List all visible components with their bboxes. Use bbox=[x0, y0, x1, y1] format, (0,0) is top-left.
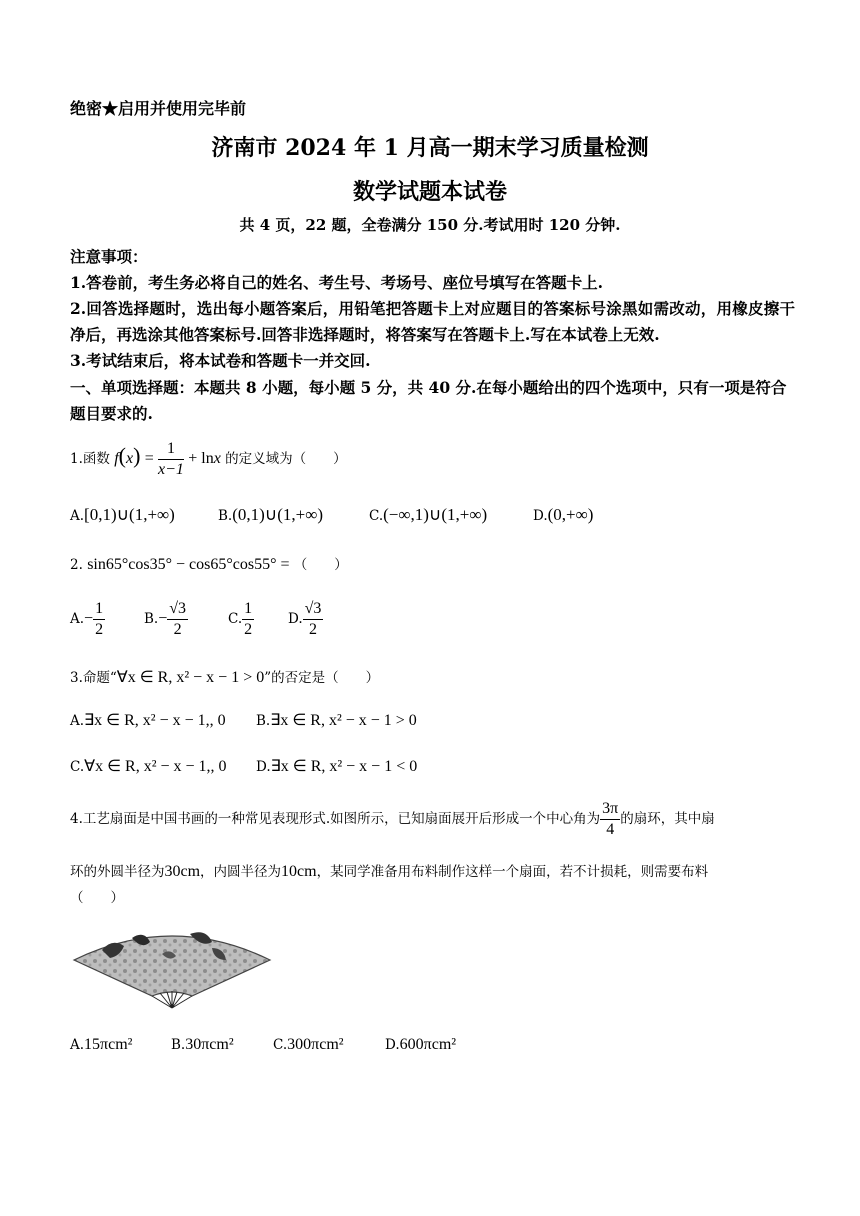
q2-option-d-num: √3 bbox=[303, 600, 324, 620]
q4-text-c: 环的外圆半径为 bbox=[70, 864, 165, 880]
q4-option-b bbox=[171, 1036, 234, 1054]
q3-option-a-label: A. bbox=[70, 713, 85, 729]
question-4-line1 bbox=[70, 800, 715, 839]
q2-options bbox=[70, 596, 370, 646]
notes-block bbox=[70, 244, 795, 374]
q2-option-c bbox=[228, 600, 254, 639]
q2-option-d-den: 2 bbox=[309, 621, 318, 638]
q3-option-d bbox=[256, 756, 417, 776]
exam-title: 济南市 2024 年 1 月高一期末学习质量检测 bbox=[211, 135, 649, 161]
notes-heading: 注意事项： bbox=[70, 247, 148, 266]
q3-options-row2 bbox=[70, 756, 570, 780]
q1-plus: + ln bbox=[188, 450, 214, 467]
q4-inner: 10cm bbox=[281, 863, 317, 880]
q1-option-b-text: (0,1)∪(1,+∞) bbox=[232, 505, 324, 524]
q3-option-d-label: D. bbox=[256, 759, 271, 775]
q1-option-c-label: C. bbox=[369, 508, 384, 524]
q3-option-c-text: ∀x ∈ R, x² − x − 1,, 0 bbox=[84, 758, 227, 775]
q2-option-b bbox=[144, 600, 188, 639]
q4-option-b-text: 30πcm² bbox=[185, 1036, 234, 1053]
q4-text-b: 的扇环，其中扇 bbox=[620, 811, 715, 827]
q2-option-a-num: 1 bbox=[93, 600, 105, 620]
question-1: 1.函数 f(x) = $\frac{1}{x-1}$ + lnx 的定义域为（ ） bbox=[70, 440, 347, 478]
folding-fan-image bbox=[72, 918, 272, 1010]
q1-option-b-label: B. bbox=[218, 508, 233, 524]
q4-option-c bbox=[273, 1036, 344, 1054]
q4-option-d-text: 600πcm² bbox=[399, 1036, 457, 1053]
q2-option-c-label: C. bbox=[228, 611, 243, 627]
q1-den: x−1 bbox=[158, 461, 184, 478]
q1-option-b bbox=[218, 505, 323, 525]
q2-option-b-den: 2 bbox=[173, 621, 182, 638]
q4-option-a bbox=[70, 1036, 132, 1054]
q1-var2: x bbox=[213, 450, 221, 467]
q3-suffix: ”的否定是（ ） bbox=[264, 670, 380, 686]
q3-option-a-text: ∃x ∈ R, x² − x − 1,, 0 bbox=[84, 712, 226, 729]
q4-paren: （ ） bbox=[70, 890, 124, 906]
question-2 bbox=[70, 553, 348, 574]
q3-expr: ∀x ∈ R, x² − x − 1 > 0 bbox=[116, 669, 265, 686]
q4-text-e: ，某同学准备用布料制作这样一个扇面，若不计损耗，则需要布料 bbox=[316, 864, 709, 880]
secret-label: 绝密★启用并使用完毕前 bbox=[70, 99, 247, 118]
q4-option-c-text: 300πcm² bbox=[287, 1036, 344, 1053]
q4-option-a-label: A. bbox=[70, 1037, 85, 1053]
q2-option-b-num: √3 bbox=[167, 600, 188, 620]
q2-option-b-label: B. bbox=[144, 611, 159, 627]
q1-var: x bbox=[125, 450, 134, 467]
q1-options bbox=[70, 505, 810, 531]
q1-func: f bbox=[114, 450, 119, 467]
q4-text-d: ，内圆半径为 bbox=[200, 864, 282, 880]
q4-angle bbox=[600, 800, 620, 839]
q1-option-a-text: [0,1)∪(1,+∞) bbox=[84, 505, 175, 524]
q4-option-b-label: B. bbox=[171, 1037, 186, 1053]
q1-option-c bbox=[369, 505, 487, 525]
q2-option-a-den: 2 bbox=[95, 621, 104, 638]
q1-prefix: 1.函数 bbox=[70, 451, 110, 467]
q2-option-a-label: A. bbox=[70, 611, 85, 627]
q1-option-d bbox=[533, 505, 593, 525]
q2-expr: sin65°cos35° − cos65°cos55° = bbox=[87, 556, 290, 573]
q3-prefix: 3.命题“ bbox=[70, 670, 117, 686]
q4-options bbox=[70, 1036, 570, 1060]
q4-angle-num: 3π bbox=[600, 800, 620, 820]
q3-option-d-text: ∃x ∈ R, x² − x − 1 < 0 bbox=[270, 758, 418, 775]
q4-option-d-label: D. bbox=[385, 1037, 400, 1053]
q1-option-d-label: D. bbox=[533, 508, 548, 524]
q2-option-b-sign: − bbox=[158, 610, 168, 627]
q1-option-d-text: (0,+∞) bbox=[547, 505, 594, 524]
q1-eq: = bbox=[144, 450, 154, 467]
q1-fraction bbox=[158, 440, 184, 479]
q3-option-c bbox=[70, 756, 227, 776]
q1-suffix: 的定义域为（ ） bbox=[225, 451, 347, 467]
q3-option-b-label: B. bbox=[256, 713, 271, 729]
exam-info: 共 4 页，22 题，全卷满分 150 分.考试用时 120 分钟. bbox=[239, 216, 621, 234]
notes-item-3: 3.考试结束后，将本试卷和答题卡一并交回. bbox=[70, 351, 371, 370]
q3-option-b bbox=[256, 710, 417, 730]
q4-angle-den: 4 bbox=[606, 821, 615, 838]
q2-option-c-num: 1 bbox=[242, 600, 254, 620]
q2-option-c-den: 2 bbox=[244, 621, 253, 638]
q2-option-a bbox=[70, 600, 105, 639]
notes-item-2: 2.回答选择题时，选出每小题答案后，用铅笔把答题卡上对应题目的答案标号涂黑如需改动，用橡皮擦干净后，再选涂其他答案标号.回答非选择题时，将答案写在答题卡上.写在本试卷上无效. bbox=[70, 299, 795, 344]
q4-text-a: 4.工艺扇面是中国书画的一种常见表现形式.如图所示，已知扇面展开后形成一个中心角为 bbox=[70, 811, 601, 827]
q1-num: 1 bbox=[158, 440, 184, 460]
q2-option-d-label: D. bbox=[288, 611, 303, 627]
q4-outer: 30cm bbox=[164, 863, 201, 880]
q3-options-row1 bbox=[70, 710, 570, 734]
q2-option-d bbox=[288, 600, 323, 639]
q2-option-a-sign: − bbox=[84, 610, 94, 627]
q4-option-c-label: C. bbox=[273, 1037, 288, 1053]
question-3 bbox=[70, 666, 379, 687]
q1-option-a bbox=[70, 505, 175, 525]
question-4-line2 bbox=[70, 860, 708, 881]
q3-option-c-label: C. bbox=[70, 759, 85, 775]
q2-prefix: 2. bbox=[70, 557, 83, 573]
q1-option-c-text: (−∞,1)∪(1,+∞) bbox=[383, 505, 488, 524]
q4-option-d bbox=[385, 1036, 456, 1054]
exam-subtitle: 数学试题本试卷 bbox=[352, 179, 507, 205]
q3-option-b-text: ∃x ∈ R, x² − x − 1 > 0 bbox=[270, 712, 417, 729]
notes-item-1: 1.答卷前，考生务必将自己的姓名、考生号、考场号、座位号填写在答题卡上. bbox=[70, 273, 604, 292]
q3-option-a bbox=[70, 710, 226, 730]
q4-option-a-text: 15πcm² bbox=[84, 1036, 133, 1053]
section-heading: 一、单项选择题：本题共 8 小题，每小题 5 分，共 40 分.在每小题给出的四个选项中，只有一项是符合题目要求的. bbox=[70, 378, 787, 423]
q2-suffix: （ ） bbox=[293, 557, 348, 573]
q1-option-a-label: A. bbox=[70, 508, 85, 524]
